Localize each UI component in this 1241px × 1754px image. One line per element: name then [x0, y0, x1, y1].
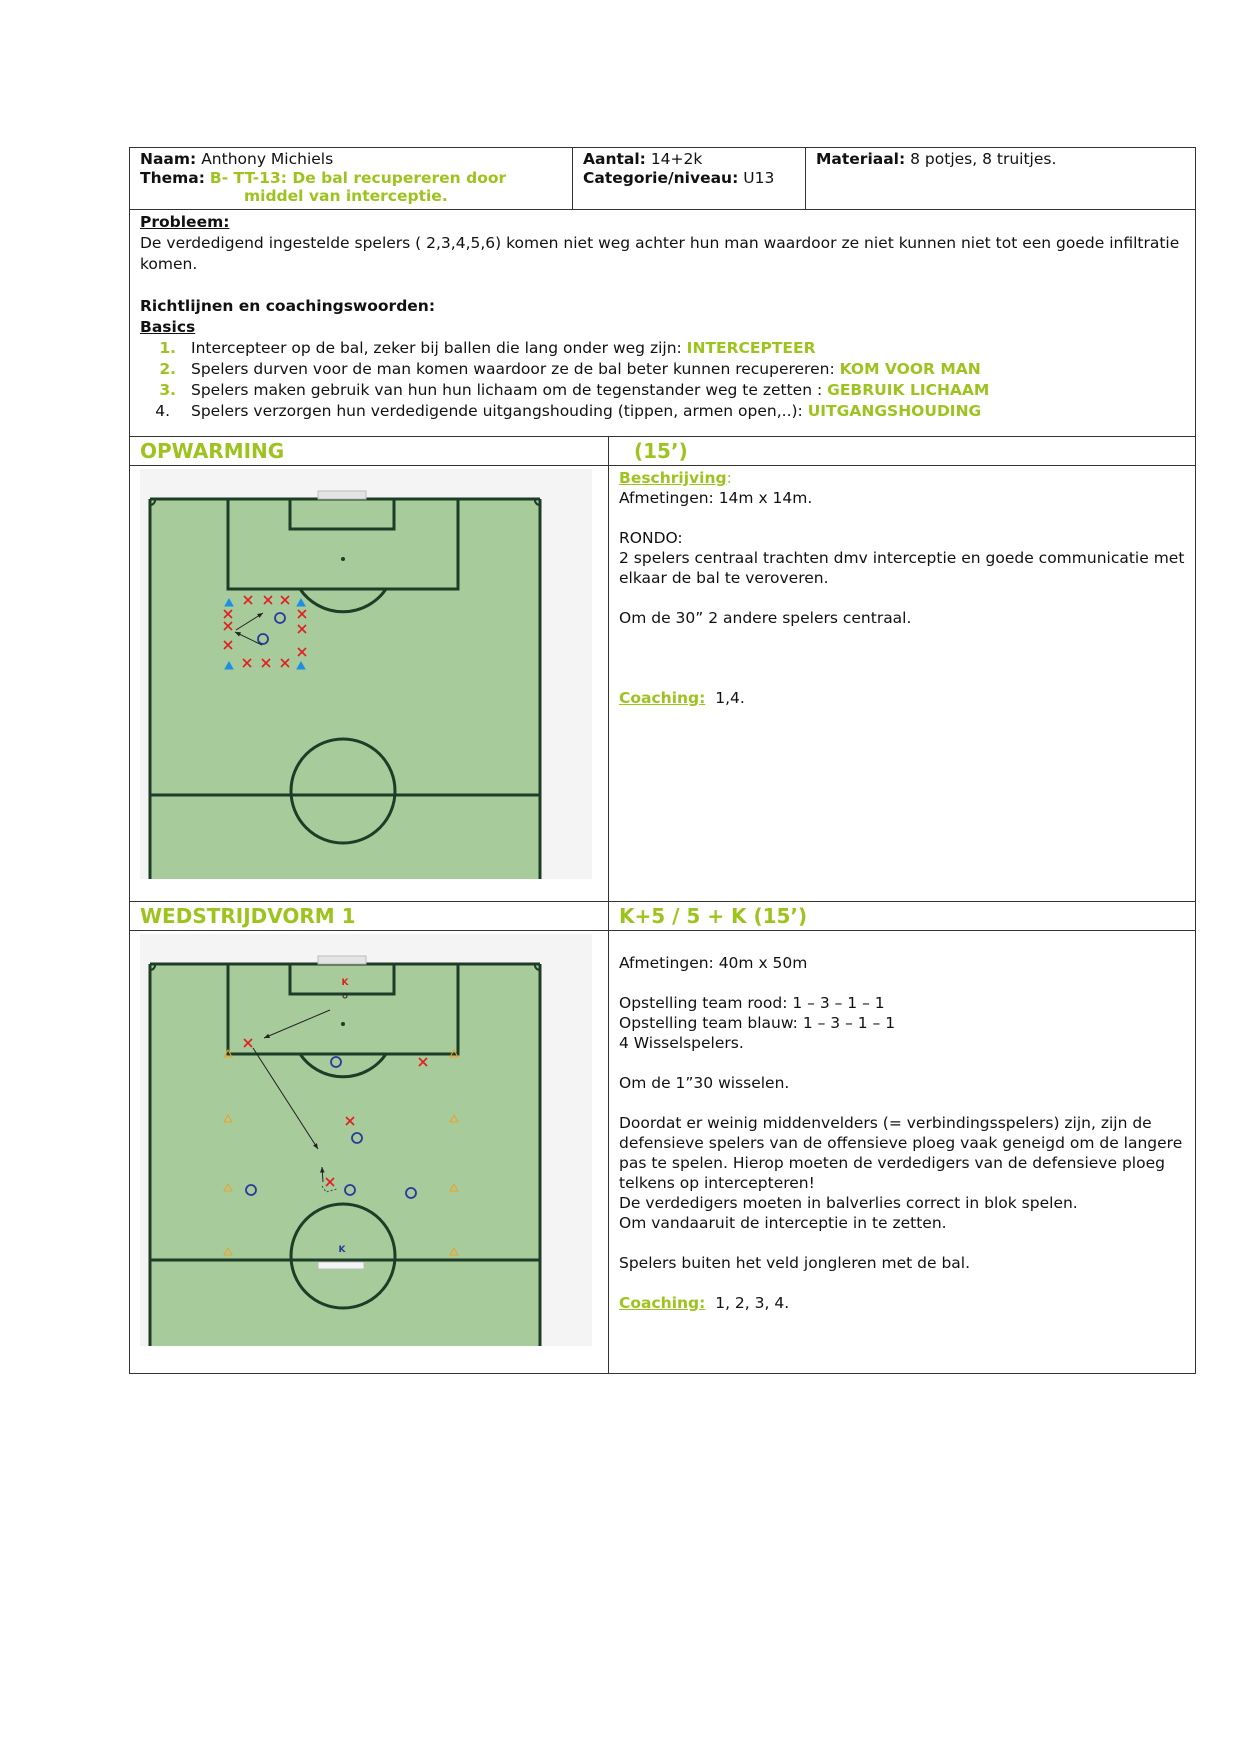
list-keyword: INTERCEPTEER	[686, 339, 816, 357]
wedstrijdvorm-content-row	[130, 931, 1195, 1373]
richtlijnen-list	[140, 338, 1185, 422]
penalty-spot	[341, 1022, 345, 1026]
wedstrijdvorm-header-row	[130, 902, 1195, 931]
thema-value: B- TT-13: De bal recupereren door	[209, 168, 507, 187]
uitleg-2: De verdedigers moeten in balverlies correct in blok spelen.	[619, 1194, 1078, 1212]
list-number: 2.	[159, 360, 176, 378]
opstelling-blauw: Opstelling team blauw: 1 – 3 – 1 – 1	[619, 1014, 896, 1032]
wedstrijdvorm-afmetingen: Afmetingen: 40m x 50m	[619, 954, 808, 972]
opwarming-title: OPWARMING	[130, 437, 609, 465]
keeper-blue-label: K	[338, 1245, 346, 1255]
thema-value-cont: middel van interceptie.	[244, 187, 448, 205]
goal	[318, 956, 366, 964]
coaching-value: 1, 2, 3, 4.	[715, 1294, 790, 1312]
wedstrijdvorm-field-diagram	[140, 934, 592, 1346]
wisselspelers: 4 Wisselspelers.	[619, 1034, 744, 1052]
opwarming-content-row	[130, 466, 1195, 902]
list-keyword: GEBRUIK LICHAAM	[827, 381, 990, 399]
coaching-label: Coaching:	[619, 689, 706, 707]
beschrijving-colon: :	[726, 469, 732, 487]
penalty-spot	[341, 557, 345, 561]
materiaal-value: 8 potjes, 8 truitjes.	[910, 150, 1057, 168]
coaching-label: Coaching:	[619, 1294, 706, 1312]
opwarming-wissel: Om de 30” 2 andere spelers centraal.	[619, 609, 912, 627]
probleem-title: Probleem:	[140, 213, 230, 231]
opwarming-duration: (15’)	[634, 439, 688, 463]
wedstrijdvorm-wissel: Om de 1”30 wisselen.	[619, 1074, 790, 1092]
wedstrijdvorm-format: K+5 / 5 + K (15’)	[619, 904, 808, 928]
thema-label: Thema:	[140, 168, 205, 187]
uitleg-1: Doordat er weinig middenvelders (= verbindingsspelers) zijn, zijn de defensieve spelers van de offensieve ploeg vaak geneigd om de langere pas te spelen. Hierop moeten de verdedigers van de defensieve ploeg telkens op intercepteren!	[619, 1114, 1183, 1192]
rondo-text: 2 spelers centraal trachten dmv interceptie en goede communicatie met elkaar de bal te veroveren.	[619, 549, 1185, 587]
header-name-cell	[130, 148, 573, 209]
beschrijving-label: Beschrijving	[619, 469, 727, 487]
list-text: Spelers maken gebruik van hun hun lichaam om de tegenstander weg te zetten :	[191, 381, 828, 399]
richtlijnen-title: Richtlijnen en coachingswoorden:	[140, 297, 436, 315]
header-row	[130, 148, 1195, 210]
header-materiaal-cell	[806, 148, 1195, 209]
basics-title: Basics	[140, 318, 196, 336]
uitleg-3: Om vandaaruit de interceptie in te zetten.	[619, 1214, 947, 1232]
list-item	[140, 359, 1185, 380]
list-number: 3.	[159, 381, 176, 399]
materiaal-label: Materiaal:	[816, 150, 906, 168]
aantal-value: 14+2k	[650, 150, 703, 168]
opwarming-afmetingen: Afmetingen: 14m x 14m.	[619, 489, 813, 507]
opwarming-description	[609, 466, 1195, 901]
list-item	[140, 338, 1185, 359]
list-item	[140, 380, 1185, 401]
categorie-label: Categorie/niveau:	[583, 168, 739, 187]
probleem-row	[130, 210, 1195, 437]
wedstrijdvorm-title: WEDSTRIJDVORM 1	[130, 902, 609, 930]
list-text: Spelers verzorgen hun verdedigende uitgangshouding (tippen, armen open,..):	[191, 402, 808, 420]
wedstrijdvorm-description	[609, 931, 1195, 1373]
goal	[318, 491, 366, 499]
opwarming-diagram-cell	[130, 466, 609, 901]
naam-label: Naam:	[140, 150, 197, 168]
aantal-label: Aantal:	[583, 150, 646, 168]
jongleren: Spelers buiten het veld jongleren met de bal.	[619, 1254, 971, 1272]
goal-bottom	[318, 1262, 364, 1269]
pitch-grass	[150, 964, 540, 1346]
session-sheet	[129, 147, 1196, 1374]
coaching-value: 1,4.	[715, 689, 745, 707]
list-text: Spelers durven voor de man komen waardoor ze de bal beter kunnen recupereren:	[191, 360, 840, 378]
list-keyword: KOM VOOR MAN	[839, 360, 981, 378]
naam-value: Anthony Michiels	[201, 150, 334, 168]
opwarming-header-row	[130, 437, 1195, 466]
probleem-cell	[130, 210, 1195, 436]
pitch-grass	[150, 499, 540, 879]
keeper-red-label: K	[341, 978, 349, 988]
list-text: Intercepteer op de bal, zeker bij ballen die lang onder weg zijn:	[191, 339, 687, 357]
list-number: 4.	[155, 402, 170, 420]
opwarming-field-diagram	[140, 469, 592, 879]
list-item	[140, 401, 1185, 422]
list-keyword: UITGANGSHOUDING	[807, 402, 982, 420]
probleem-text: De verdedigend ingestelde spelers ( 2,3,4,5,6) komen niet weg achter hun man waardoor ze niet kunnen niet tot een goede infiltratie komen.	[140, 234, 1180, 273]
header-aantal-cell	[573, 148, 806, 209]
categorie-value: U13	[743, 168, 775, 187]
list-number: 1.	[159, 339, 176, 357]
rondo-title: RONDO:	[619, 529, 683, 547]
wedstrijdvorm-diagram-cell	[130, 931, 609, 1373]
opstelling-rood: Opstelling team rood: 1 – 3 – 1 – 1	[619, 994, 885, 1012]
